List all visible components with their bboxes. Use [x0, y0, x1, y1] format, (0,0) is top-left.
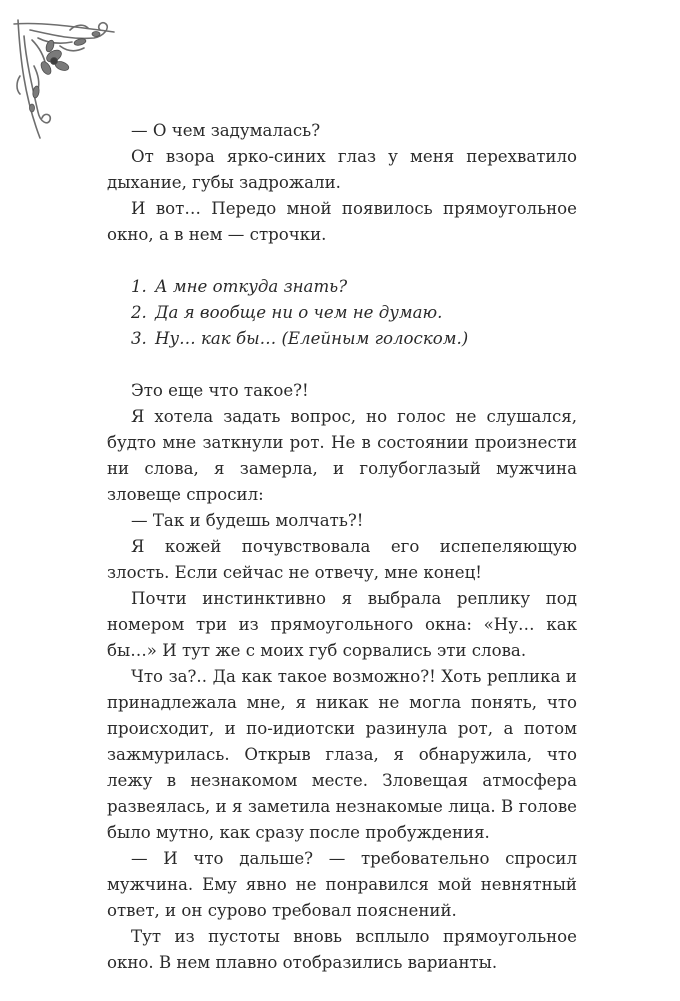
paragraph: Что за?.. Да как такое возможно?! Хоть реплика и принадлежала мне, я никак не могла понять, что происходит, и по-идиотски разинула рот, а потом зажмурилась. Открыв глаза, я обнаружила, что лежу в незнакомом месте. Зловещая атмосфера развеялась, и я заметила незнакомые лица. В голове было мутно, как сразу после пробуждения. — [107, 667, 577, 842]
dialogue-option: 1. А мне откуда знать? — [131, 277, 348, 296]
paragraph-question: — О чем задумалась? — [131, 121, 321, 140]
dialogue-option: 2. Да я вообще ни о чем не думаю. — [131, 303, 443, 322]
page-text — [107, 118, 577, 976]
paragraph: Почти инстинктивно я выбрала реплику под номером три из прямоугольного окна: «Ну… как бы…» И тут же с моих губ сорвались эти слова. — [107, 589, 577, 660]
dialogue-option: 3. Ну… как бы… (Елейным голоском.) — [131, 329, 469, 348]
paragraph: Это еще что такое?! — [131, 381, 309, 400]
dialogue-options-list — [107, 274, 577, 352]
paragraph: — И что дальше? — требовательно спросил мужчина. Ему явно не понравился мой невнятный ответ, и он сурово требовал пояснений. — [107, 849, 577, 920]
paragraph: От взора ярко-синих глаз у меня перехватило дыхание, губы задрожали. — [107, 147, 577, 192]
paragraph: — Так и будешь молчать?! — [131, 511, 364, 530]
paragraph: Я кожей почувствовала его испепеляющую злость. Если сейчас не отвечу, мне конец! — [107, 537, 577, 582]
paragraph: И вот… Передо мной появилось прямоугольное окно, а в нем — строчки. — [107, 199, 577, 244]
floral-corner-ornament-icon — [10, 16, 122, 144]
paragraph: Я хотела задать вопрос, но голос не слушался, будто мне заткнули рот. Не в состоянии произнести ни слова, я замерла, и голубоглазый мужчина зловеще спросил: — [107, 407, 577, 504]
paragraph: Тут из пустоты вновь всплыло прямоугольное окно. В нем плавно отобразились варианты. — [107, 927, 577, 972]
